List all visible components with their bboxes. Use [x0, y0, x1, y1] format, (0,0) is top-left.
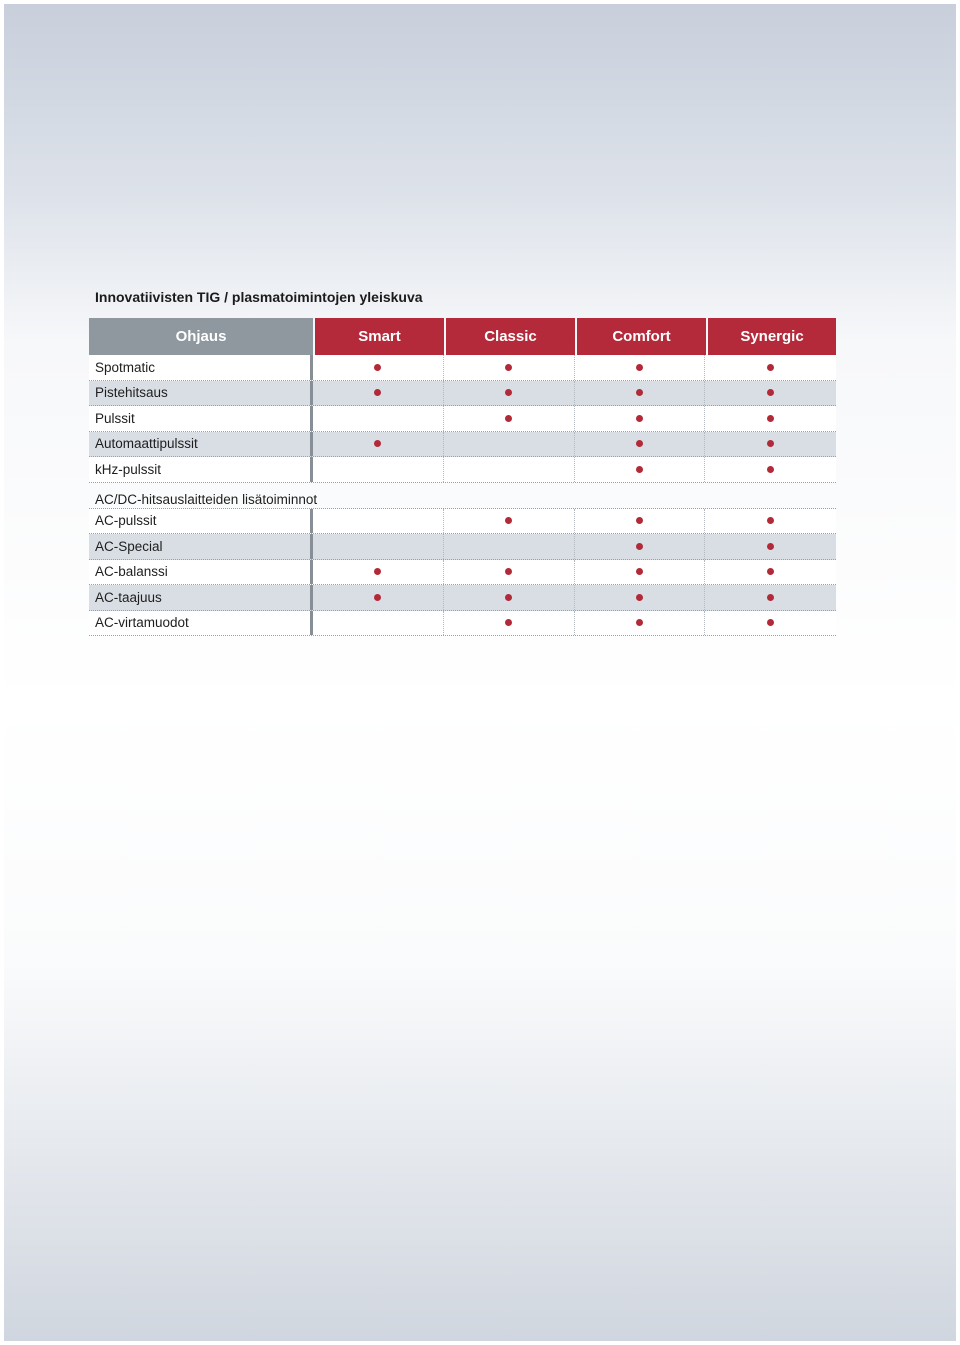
feature-dot-icon [636, 440, 643, 447]
table-row [89, 611, 836, 637]
row-label: AC-taajuus [89, 585, 313, 610]
feature-dot-icon [767, 364, 774, 371]
row-cell-comfort [575, 355, 706, 380]
feature-dot-icon [505, 594, 512, 601]
feature-dot-icon [505, 517, 512, 524]
table-header [89, 318, 836, 355]
feature-group-general [89, 355, 836, 483]
row-cell-synergic [705, 406, 836, 431]
row-cell-synergic [705, 432, 836, 457]
row-cell-smart [313, 381, 444, 406]
table-row [89, 381, 836, 407]
feature-dot-icon [374, 364, 381, 371]
row-cell-comfort [575, 432, 706, 457]
feature-dot-icon [636, 568, 643, 575]
feature-dot-icon [636, 517, 643, 524]
feature-dot-icon [636, 619, 643, 626]
row-label: AC-balanssi [89, 560, 313, 585]
row-cell-classic [444, 406, 575, 431]
feature-table [89, 318, 836, 636]
header-model-comfort: Comfort [577, 318, 706, 355]
feature-dot-icon [636, 466, 643, 473]
row-cell-synergic [705, 585, 836, 610]
row-cell-smart [313, 585, 444, 610]
feature-dot-icon [505, 619, 512, 626]
row-cell-smart [313, 355, 444, 380]
header-label-ohjaus: Ohjaus [89, 318, 313, 355]
feature-dot-icon [767, 619, 774, 626]
feature-dot-icon [505, 389, 512, 396]
row-label: Spotmatic [89, 355, 313, 380]
feature-dot-icon [505, 415, 512, 422]
row-cell-smart [313, 560, 444, 585]
feature-dot-icon [636, 415, 643, 422]
feature-dot-icon [767, 415, 774, 422]
feature-dot-icon [767, 389, 774, 396]
row-cell-classic [444, 560, 575, 585]
section-title-acdc: AC/DC-hitsauslaitteiden lisätoiminnot [89, 483, 836, 509]
document-title: Innovatiivisten TIG / plasmatoimintojen yleiskuva [95, 289, 423, 305]
row-cell-comfort [575, 560, 706, 585]
row-cell-smart [313, 534, 444, 559]
row-label: Pistehitsaus [89, 381, 313, 406]
row-cell-smart [313, 432, 444, 457]
table-row [89, 457, 836, 483]
header-model-classic: Classic [446, 318, 575, 355]
row-label: Automaattipulssit [89, 432, 313, 457]
feature-dot-icon [767, 440, 774, 447]
row-cell-comfort [575, 585, 706, 610]
row-cell-synergic [705, 355, 836, 380]
feature-dot-icon [505, 568, 512, 575]
row-cell-synergic [705, 509, 836, 534]
feature-dot-icon [636, 543, 643, 550]
row-cell-smart [313, 509, 444, 534]
row-cell-smart [313, 457, 444, 482]
feature-dot-icon [767, 568, 774, 575]
row-cell-classic [444, 534, 575, 559]
table-row [89, 585, 836, 611]
feature-dot-icon [505, 364, 512, 371]
row-cell-synergic [705, 560, 836, 585]
row-cell-comfort [575, 406, 706, 431]
page-background [4, 4, 956, 1341]
feature-dot-icon [767, 594, 774, 601]
feature-dot-icon [767, 543, 774, 550]
table-row [89, 509, 836, 535]
table-row [89, 432, 836, 458]
row-cell-classic [444, 432, 575, 457]
feature-dot-icon [374, 440, 381, 447]
row-cell-comfort [575, 509, 706, 534]
row-cell-comfort [575, 611, 706, 636]
feature-dot-icon [636, 364, 643, 371]
row-cell-classic [444, 611, 575, 636]
row-cell-synergic [705, 457, 836, 482]
table-row [89, 560, 836, 586]
row-cell-synergic [705, 381, 836, 406]
row-label: AC-virtamuodot [89, 611, 313, 636]
feature-dot-icon [374, 389, 381, 396]
row-label: kHz-pulssit [89, 457, 313, 482]
row-cell-comfort [575, 381, 706, 406]
feature-group-acdc [89, 509, 836, 637]
row-cell-classic [444, 509, 575, 534]
row-cell-classic [444, 457, 575, 482]
row-cell-classic [444, 585, 575, 610]
row-cell-smart [313, 611, 444, 636]
row-cell-classic [444, 355, 575, 380]
table-row [89, 406, 836, 432]
row-label: AC-Special [89, 534, 313, 559]
feature-dot-icon [636, 389, 643, 396]
table-row [89, 534, 836, 560]
feature-dot-icon [767, 517, 774, 524]
row-cell-classic [444, 381, 575, 406]
row-cell-synergic [705, 611, 836, 636]
table-row [89, 355, 836, 381]
feature-dot-icon [767, 466, 774, 473]
row-cell-smart [313, 406, 444, 431]
row-cell-comfort [575, 457, 706, 482]
row-label: Pulssit [89, 406, 313, 431]
row-label: AC-pulssit [89, 509, 313, 534]
row-cell-synergic [705, 534, 836, 559]
feature-dot-icon [374, 568, 381, 575]
feature-dot-icon [636, 594, 643, 601]
header-model-smart: Smart [315, 318, 444, 355]
row-cell-comfort [575, 534, 706, 559]
header-model-synergic: Synergic [708, 318, 836, 355]
feature-dot-icon [374, 594, 381, 601]
